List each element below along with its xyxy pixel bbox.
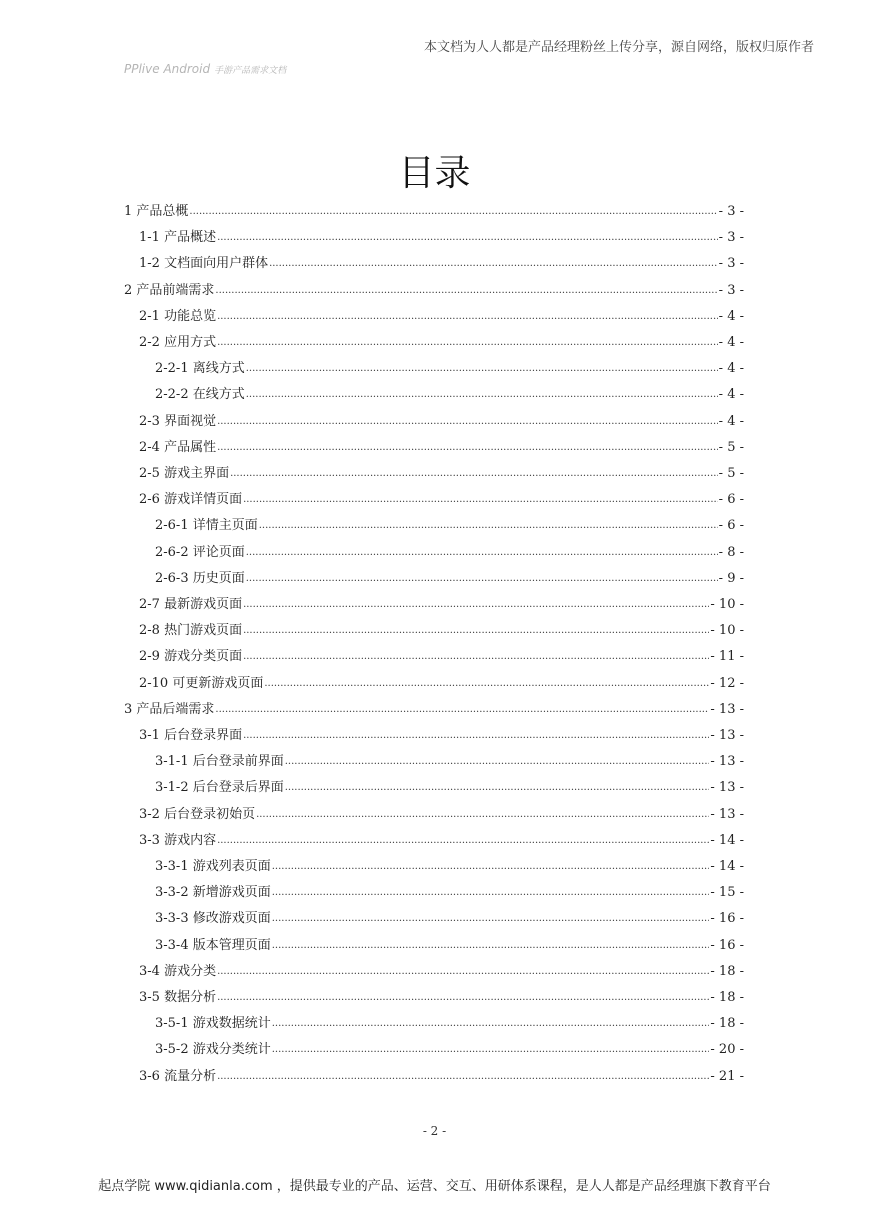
toc-entry-page: - 16 - bbox=[710, 937, 744, 953]
toc-leader-dots bbox=[217, 414, 718, 430]
toc-entry[interactable] bbox=[139, 1063, 744, 1085]
toc-entry-label: 2-6-1 详情主页面 bbox=[155, 518, 258, 534]
toc-entry[interactable] bbox=[139, 329, 744, 351]
toc-entry-label: 2-4 产品属性 bbox=[139, 439, 217, 455]
toc-entry-label: 2-10 可更新游戏页面 bbox=[139, 675, 264, 691]
toc-entry-page: - 14 - bbox=[710, 859, 744, 874]
toc-entry-page: - 4 - bbox=[718, 335, 744, 350]
toc-entry-label: 3-3-4 版本管理页面 bbox=[155, 937, 271, 953]
toc-entry-label: 2 产品前端需求 bbox=[124, 282, 215, 298]
toc-leader-dots bbox=[272, 885, 710, 901]
toc-leader-dots bbox=[259, 518, 718, 534]
toc-leader-dots bbox=[246, 387, 718, 403]
toc-entry-page: - 6 - bbox=[718, 492, 744, 508]
toc-entry[interactable] bbox=[139, 250, 744, 272]
toc-entry-page: - 13 - bbox=[710, 754, 744, 770]
toc-entry[interactable] bbox=[139, 486, 744, 508]
toc-entry-label: 2-6 游戏详情页面 bbox=[139, 492, 243, 508]
running-header bbox=[124, 58, 286, 77]
toc-entry[interactable] bbox=[139, 591, 744, 613]
toc-entry-label: 3-4 游戏分类 bbox=[139, 963, 217, 979]
toc-leader-dots bbox=[217, 309, 718, 325]
toc-entry-page: - 4 - bbox=[718, 361, 744, 377]
toc-entry-page: - 5 - bbox=[718, 439, 744, 455]
toc-leader-dots bbox=[215, 702, 709, 718]
toc-entry[interactable] bbox=[139, 617, 744, 639]
toc-entry[interactable] bbox=[139, 408, 744, 430]
toc-entry-page: - 16 - bbox=[710, 911, 744, 927]
toc-entry-page: - 4 - bbox=[718, 387, 744, 403]
toc-entry-page: - 20 - bbox=[710, 1042, 744, 1058]
toc-leader-dots bbox=[264, 676, 709, 692]
toc-leader-dots bbox=[217, 990, 709, 1006]
toc-entry-page: - 14 - bbox=[710, 832, 744, 848]
toc-entry-page: - 13 - bbox=[710, 806, 744, 822]
toc-entry-label: 2-8 热门游戏页面 bbox=[139, 623, 243, 639]
toc-entry-label: 2-2-1 离线方式 bbox=[155, 361, 245, 377]
toc-entry-label: 2-2 应用方式 bbox=[139, 335, 217, 350]
toc-entry-page: - 21 - bbox=[710, 1068, 744, 1084]
toc-entry-page: - 10 - bbox=[710, 597, 744, 612]
toc-leader-dots bbox=[285, 780, 710, 796]
header-en: PPlive Android bbox=[124, 62, 211, 76]
toc-leader-dots bbox=[285, 754, 710, 770]
toc-entry[interactable] bbox=[139, 460, 744, 482]
toc-entry-page: - 13 - bbox=[710, 701, 744, 717]
top-note: 本文档为人人都是产品经理粉丝上传分享，源自网络，版权归原作者 bbox=[423, 40, 814, 55]
toc-entry-page: - 12 - bbox=[710, 675, 744, 691]
toc-entry-page: - 15 - bbox=[710, 885, 744, 901]
toc-entry-page: - 18 - bbox=[710, 1016, 744, 1032]
toc-entry[interactable] bbox=[139, 303, 744, 325]
toc-entry-page: - 3 - bbox=[718, 282, 744, 298]
toc-entry[interactable] bbox=[139, 958, 744, 980]
toc-entry[interactable] bbox=[155, 1010, 744, 1032]
toc-entry[interactable] bbox=[139, 722, 744, 744]
toc-entry[interactable] bbox=[139, 224, 744, 246]
toc-entry-page: - 18 - bbox=[710, 990, 744, 1005]
toc-leader-dots bbox=[217, 1069, 709, 1085]
toc-entry-label: 3-6 流量分析 bbox=[139, 1068, 217, 1084]
toc-entry-label: 2-7 最新游戏页面 bbox=[139, 597, 243, 612]
toc-entry[interactable] bbox=[139, 827, 744, 849]
toc-entry-label: 3-3-1 游戏列表页面 bbox=[155, 859, 271, 874]
toc-leader-dots bbox=[217, 964, 709, 980]
toc-entry-label: 2-9 游戏分类页面 bbox=[139, 649, 243, 665]
toc-leader-dots bbox=[243, 492, 718, 508]
toc-entry-label: 3-2 后台登录初始页 bbox=[139, 806, 256, 822]
toc-entry-label: 3-1-1 后台登录前界面 bbox=[155, 754, 284, 770]
toc-entry[interactable] bbox=[155, 932, 744, 954]
toc-entry[interactable] bbox=[139, 434, 744, 456]
toc-entry-page: - 6 - bbox=[718, 518, 744, 534]
toc-entry-label: 3-5 数据分析 bbox=[139, 990, 217, 1005]
toc-entry-page: - 3 - bbox=[718, 256, 744, 272]
toc-leader-dots bbox=[272, 1016, 710, 1032]
toc-leader-dots bbox=[243, 728, 709, 744]
toc-leader-dots bbox=[217, 440, 718, 456]
toc-entry[interactable] bbox=[124, 277, 744, 299]
toc-entry-page: - 4 - bbox=[718, 413, 744, 429]
toc-entry-page: - 4 - bbox=[718, 308, 744, 324]
toc-entry-page: - 8 - bbox=[718, 544, 744, 560]
toc-leader-dots bbox=[189, 204, 717, 220]
toc-entry[interactable] bbox=[155, 565, 744, 587]
toc-entry[interactable] bbox=[155, 512, 744, 534]
toc-entry-label: 3-5-2 游戏分类统计 bbox=[155, 1042, 271, 1058]
header-cn: 手游产品需求文档 bbox=[214, 66, 287, 76]
toc-entry-label: 2-3 界面视觉 bbox=[139, 413, 217, 429]
toc-leader-dots bbox=[217, 335, 718, 351]
toc-entry[interactable] bbox=[155, 774, 744, 796]
toc-leader-dots bbox=[272, 1042, 710, 1058]
toc-leader-dots bbox=[243, 649, 709, 665]
toc-entry-label: 2-1 功能总览 bbox=[139, 308, 217, 324]
toc-leader-dots bbox=[272, 938, 710, 954]
toc-entry-page: - 3 - bbox=[718, 230, 744, 246]
page-number: - 2 - bbox=[422, 1124, 447, 1138]
toc-entry-page: - 3 - bbox=[718, 204, 744, 219]
toc-entry-label: 1 产品总概 bbox=[124, 204, 189, 219]
toc-entry-label: 3 产品后端需求 bbox=[124, 701, 215, 717]
toc-entry[interactable] bbox=[155, 1036, 744, 1058]
toc-entry[interactable] bbox=[155, 748, 744, 770]
footer-note: 起点学院 www.qidianla.com ，提供最专业的产品、运营、交互、用研体系课程，是人人都是产品经理旗下教育平台 bbox=[98, 1179, 771, 1194]
toc-entry[interactable] bbox=[155, 355, 744, 377]
toc-entry[interactable] bbox=[139, 984, 744, 1006]
toc-entry-label: 2-2-2 在线方式 bbox=[155, 387, 245, 403]
toc-entry[interactable] bbox=[155, 879, 744, 901]
toc-leader-dots bbox=[272, 859, 710, 875]
toc-entry-label: 3-3 游戏内容 bbox=[139, 832, 217, 848]
toc-entry-label: 3-5-1 游戏数据统计 bbox=[155, 1016, 271, 1032]
toc-title: 目录 bbox=[398, 153, 471, 194]
toc-entry-label: 1-1 产品概述 bbox=[139, 230, 217, 246]
toc-entry-page: - 13 - bbox=[710, 780, 744, 796]
toc-entry-page: - 9 - bbox=[718, 570, 744, 586]
toc-leader-dots bbox=[272, 911, 710, 927]
toc-entry[interactable] bbox=[155, 381, 744, 403]
toc-entry[interactable] bbox=[124, 696, 744, 718]
toc-leader-dots bbox=[246, 361, 718, 377]
toc-leader-dots bbox=[215, 283, 717, 299]
toc-entry[interactable] bbox=[139, 643, 744, 665]
toc-entry-page: - 18 - bbox=[710, 963, 744, 979]
toc-entry-label: 2-5 游戏主界面 bbox=[139, 466, 230, 481]
toc-leader-dots bbox=[246, 545, 718, 561]
toc-entry[interactable] bbox=[139, 670, 744, 692]
toc-entry-label: 2-6-2 评论页面 bbox=[155, 544, 245, 560]
toc-leader-dots bbox=[217, 230, 718, 246]
toc-leader-dots bbox=[243, 623, 709, 639]
toc-entry-label: 1-2 文档面向用户群体 bbox=[139, 256, 269, 272]
toc-entry[interactable] bbox=[155, 853, 744, 875]
toc-entry[interactable] bbox=[124, 198, 744, 220]
toc-entry-label: 3-3-3 修改游戏页面 bbox=[155, 911, 271, 927]
toc-leader-dots bbox=[217, 833, 709, 849]
toc-entry-label: 3-3-2 新增游戏页面 bbox=[155, 885, 271, 901]
toc-leader-dots bbox=[246, 571, 718, 587]
toc-leader-dots bbox=[256, 807, 709, 823]
toc-entry-page: - 5 - bbox=[718, 466, 744, 481]
toc-leader-dots bbox=[243, 597, 709, 613]
toc-entry[interactable] bbox=[139, 801, 744, 823]
toc-entry-page: - 13 - bbox=[710, 728, 744, 743]
toc-leader-dots bbox=[269, 256, 718, 272]
toc-entry-page: - 10 - bbox=[710, 623, 744, 639]
toc-entry-label: 3-1-2 后台登录后界面 bbox=[155, 780, 284, 796]
toc-entry-label: 3-1 后台登录界面 bbox=[139, 728, 243, 743]
toc-leader-dots bbox=[230, 466, 718, 482]
toc-entry-page: - 11 - bbox=[710, 649, 744, 665]
toc-entry-label: 2-6-3 历史页面 bbox=[155, 570, 245, 586]
toc-entry[interactable] bbox=[155, 539, 744, 561]
toc-entry[interactable] bbox=[155, 905, 744, 927]
